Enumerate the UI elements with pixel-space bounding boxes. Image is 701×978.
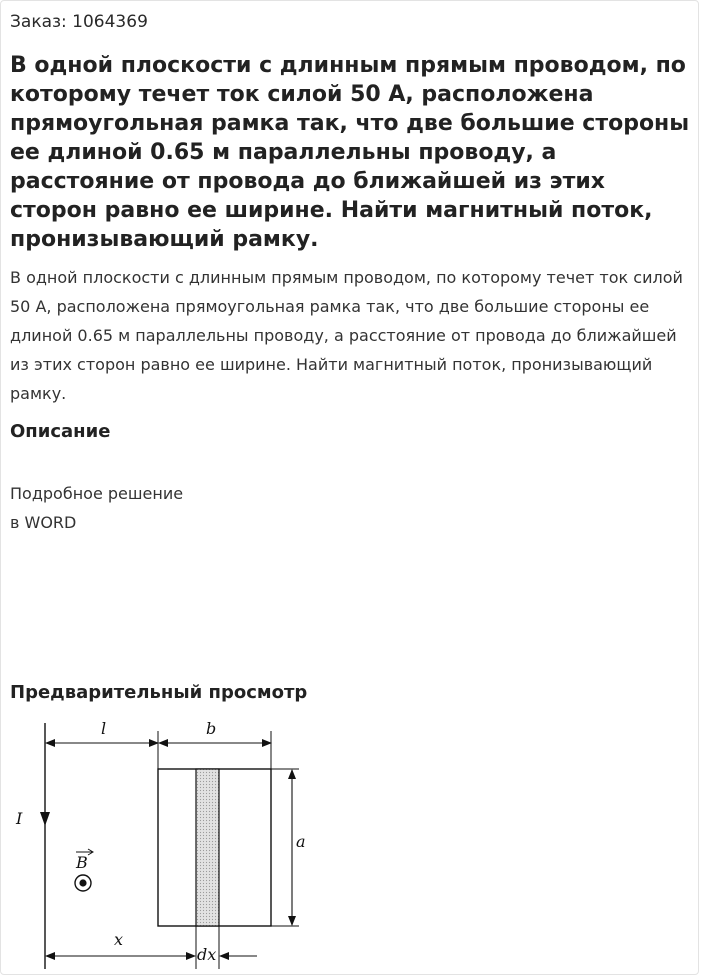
dx-label: dx: [197, 945, 217, 964]
shaded-strip: [196, 769, 219, 926]
field-label: B: [76, 853, 88, 872]
description-line-format: в WORD: [10, 513, 77, 532]
problem-text: В одной плоскости с длинным прямым проводом, по которому течет ток силой 50 А, расположена прямоугольная рамка так, что две большие стороны ее длиной 0.65 м параллельны проводу, а расстояние от провода до ближайшей из этих сторон равно ее ширине. Найти магнитный поток, пронизывающий рамку.: [10, 268, 683, 403]
current-direction-arrow: [40, 812, 50, 826]
field-out-of-page-dot: [79, 879, 86, 886]
description-line-solution: Подробное решение: [10, 484, 184, 503]
preview-figure: [1, 711, 701, 978]
current-label: I: [16, 809, 23, 828]
b-label: b: [206, 719, 217, 738]
page-title: В одной плоскости с длинным прямым проводом, по которому течет ток силой 50 А, расположена прямоугольная рамка так, что две большие стороны ее длиной 0.65 м параллельны проводу, а расстояние от провода до ближайшей из этих сторон равно ее ширине. Найти магнитный поток, пронизывающий рамку.: [10, 53, 690, 252]
x-label: x: [114, 930, 124, 949]
a-label: a: [296, 832, 306, 851]
description-heading: Описание: [10, 421, 111, 442]
preview-heading: Предварительный просмотр: [10, 682, 308, 703]
l-label: l: [101, 719, 107, 738]
order-number: Заказ: 1064369: [10, 12, 148, 32]
